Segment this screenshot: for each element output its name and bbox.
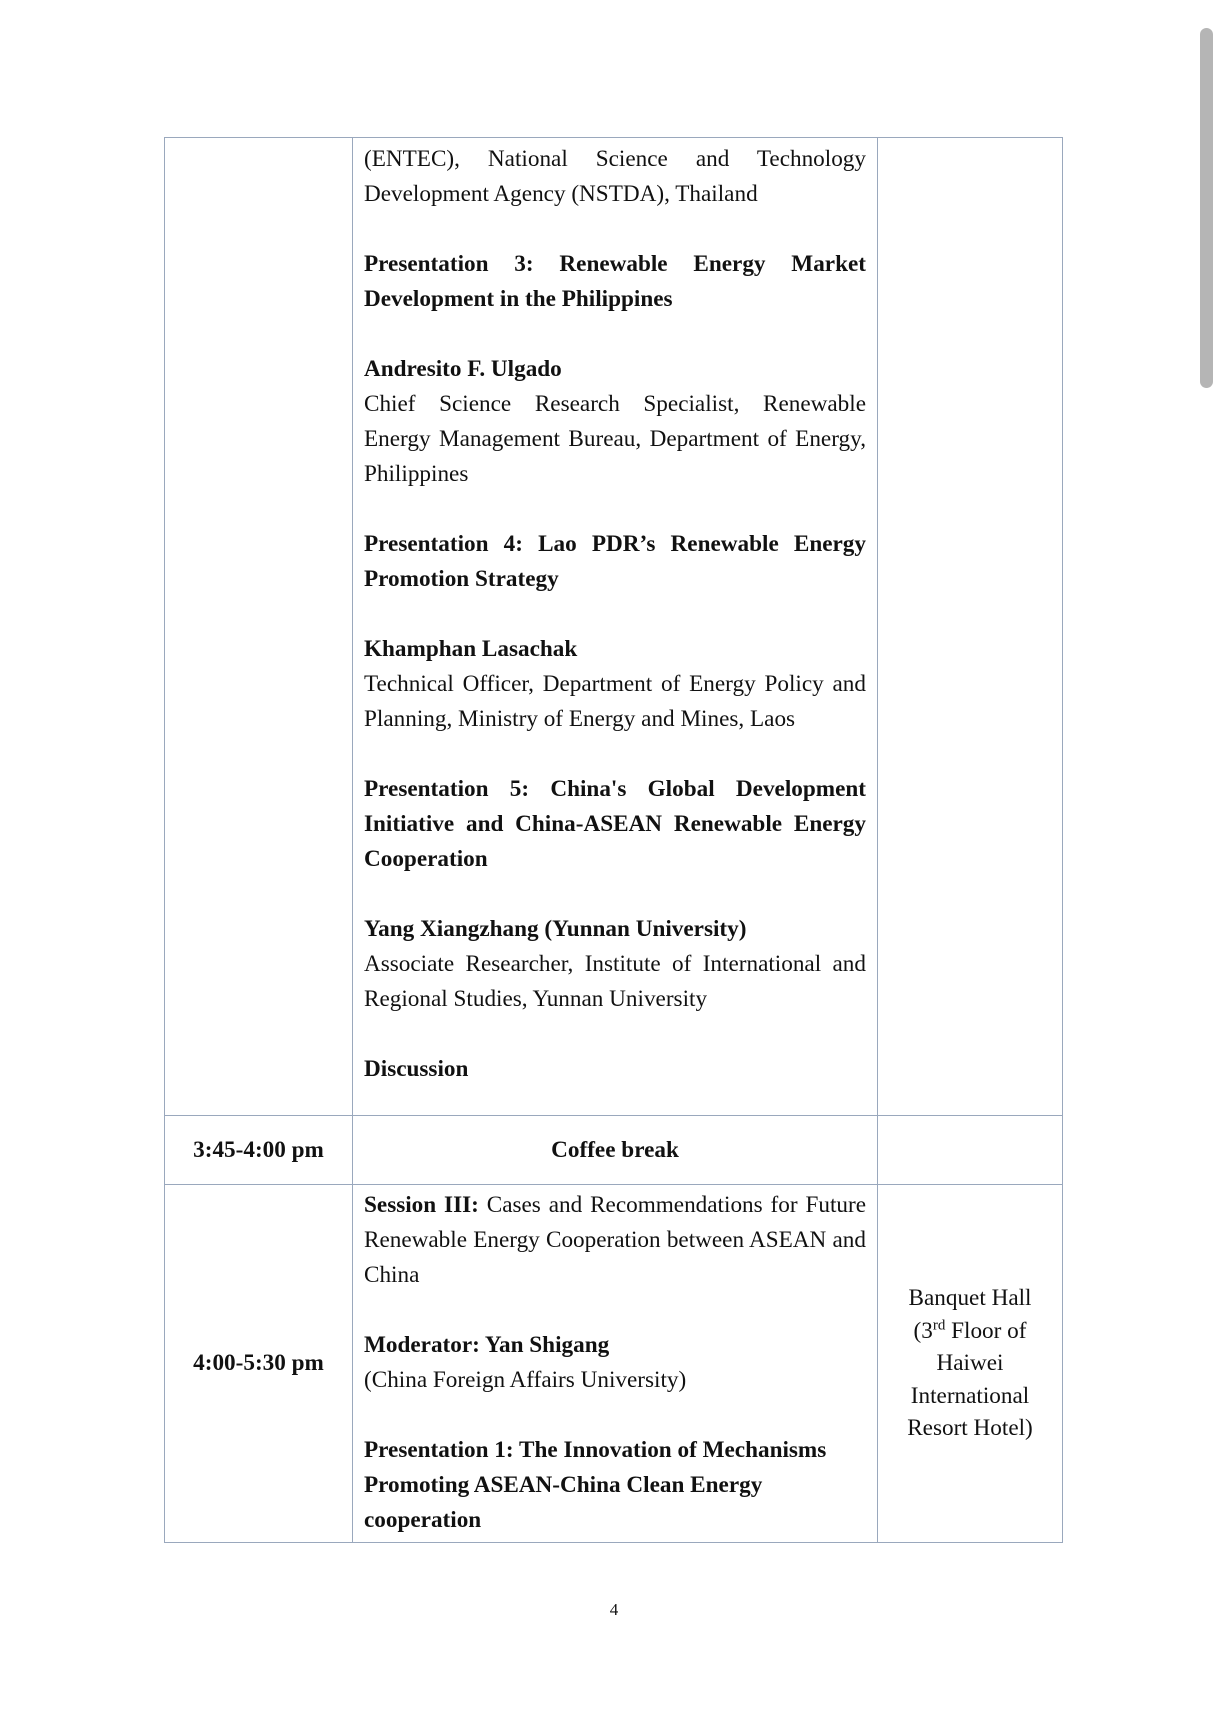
presentation-title: Presentation 3: Renewable Energy Market Development in the Philippines xyxy=(364,251,866,312)
time-cell: 3:45-4:00 pm xyxy=(165,1116,353,1185)
speaker-affiliation: Associate Researcher, Institute of International and Regional Studies, Yunnan University xyxy=(364,951,866,1012)
table-row xyxy=(165,1185,1063,1543)
scrollbar-thumb[interactable] xyxy=(1200,28,1213,388)
venue-line: (3rd Floor of xyxy=(913,1317,1027,1344)
session-title: Cases and Recommendations for Future Renewable Energy Cooperation between ASEAN and China xyxy=(364,1192,866,1288)
session-label: Session III: xyxy=(364,1192,479,1218)
speaker-affiliation: Technical Officer, Department of Energy Policy and Planning, Ministry of Energy and Mines, Laos xyxy=(364,671,866,732)
time-cell xyxy=(165,138,353,1116)
page-number: 4 xyxy=(609,1600,619,1619)
venue-cell xyxy=(878,138,1063,1116)
speaker-name: Khamphan Lasachak xyxy=(364,636,578,662)
schedule-table xyxy=(164,137,1063,1543)
venue-line: Banquet Hall xyxy=(908,1285,1032,1312)
venue-line: International xyxy=(910,1382,1030,1409)
content-cell xyxy=(353,138,878,1116)
time-cell: 4:00-5:30 pm xyxy=(165,1185,353,1543)
presentation-title: Presentation 4: Lao PDR’s Renewable Energy Promotion Strategy xyxy=(364,531,866,592)
speaker-name: Yang Xiangzhang (Yunnan University) xyxy=(364,916,747,942)
speaker-name: Andresito F. Ulgado xyxy=(364,356,562,382)
venue-cell xyxy=(878,1116,1063,1185)
moderator-name: Moderator: Yan Shigang xyxy=(364,1332,610,1358)
table-row xyxy=(165,138,1063,1116)
affiliation-text: (ENTEC), National Science and Technology Development Agency (NSTDA), Thailand xyxy=(364,146,866,207)
venue-line: Resort Hotel) xyxy=(907,1415,1033,1442)
venue-cell xyxy=(878,1185,1063,1543)
presentation-title: Presentation 5: China's Global Development Initiative and China-ASEAN Renewable Energy Cooperation xyxy=(364,776,866,872)
content-cell xyxy=(353,1185,878,1543)
session-heading xyxy=(364,1188,866,1293)
discussion-label: Discussion xyxy=(364,1056,469,1082)
moderator-affiliation: (China Foreign Affairs University) xyxy=(364,1367,687,1393)
speaker-affiliation: Chief Science Research Specialist, Renewable Energy Management Bureau, Department of Energy, Philippines xyxy=(364,391,866,487)
table-row xyxy=(165,1116,1063,1185)
break-label: Coffee break xyxy=(353,1116,878,1185)
venue-line: Haiwei xyxy=(936,1350,1004,1377)
presentation-title: Presentation 1: The Innovation of Mechanisms Promoting ASEAN-China Clean Energy cooperation xyxy=(364,1437,827,1533)
